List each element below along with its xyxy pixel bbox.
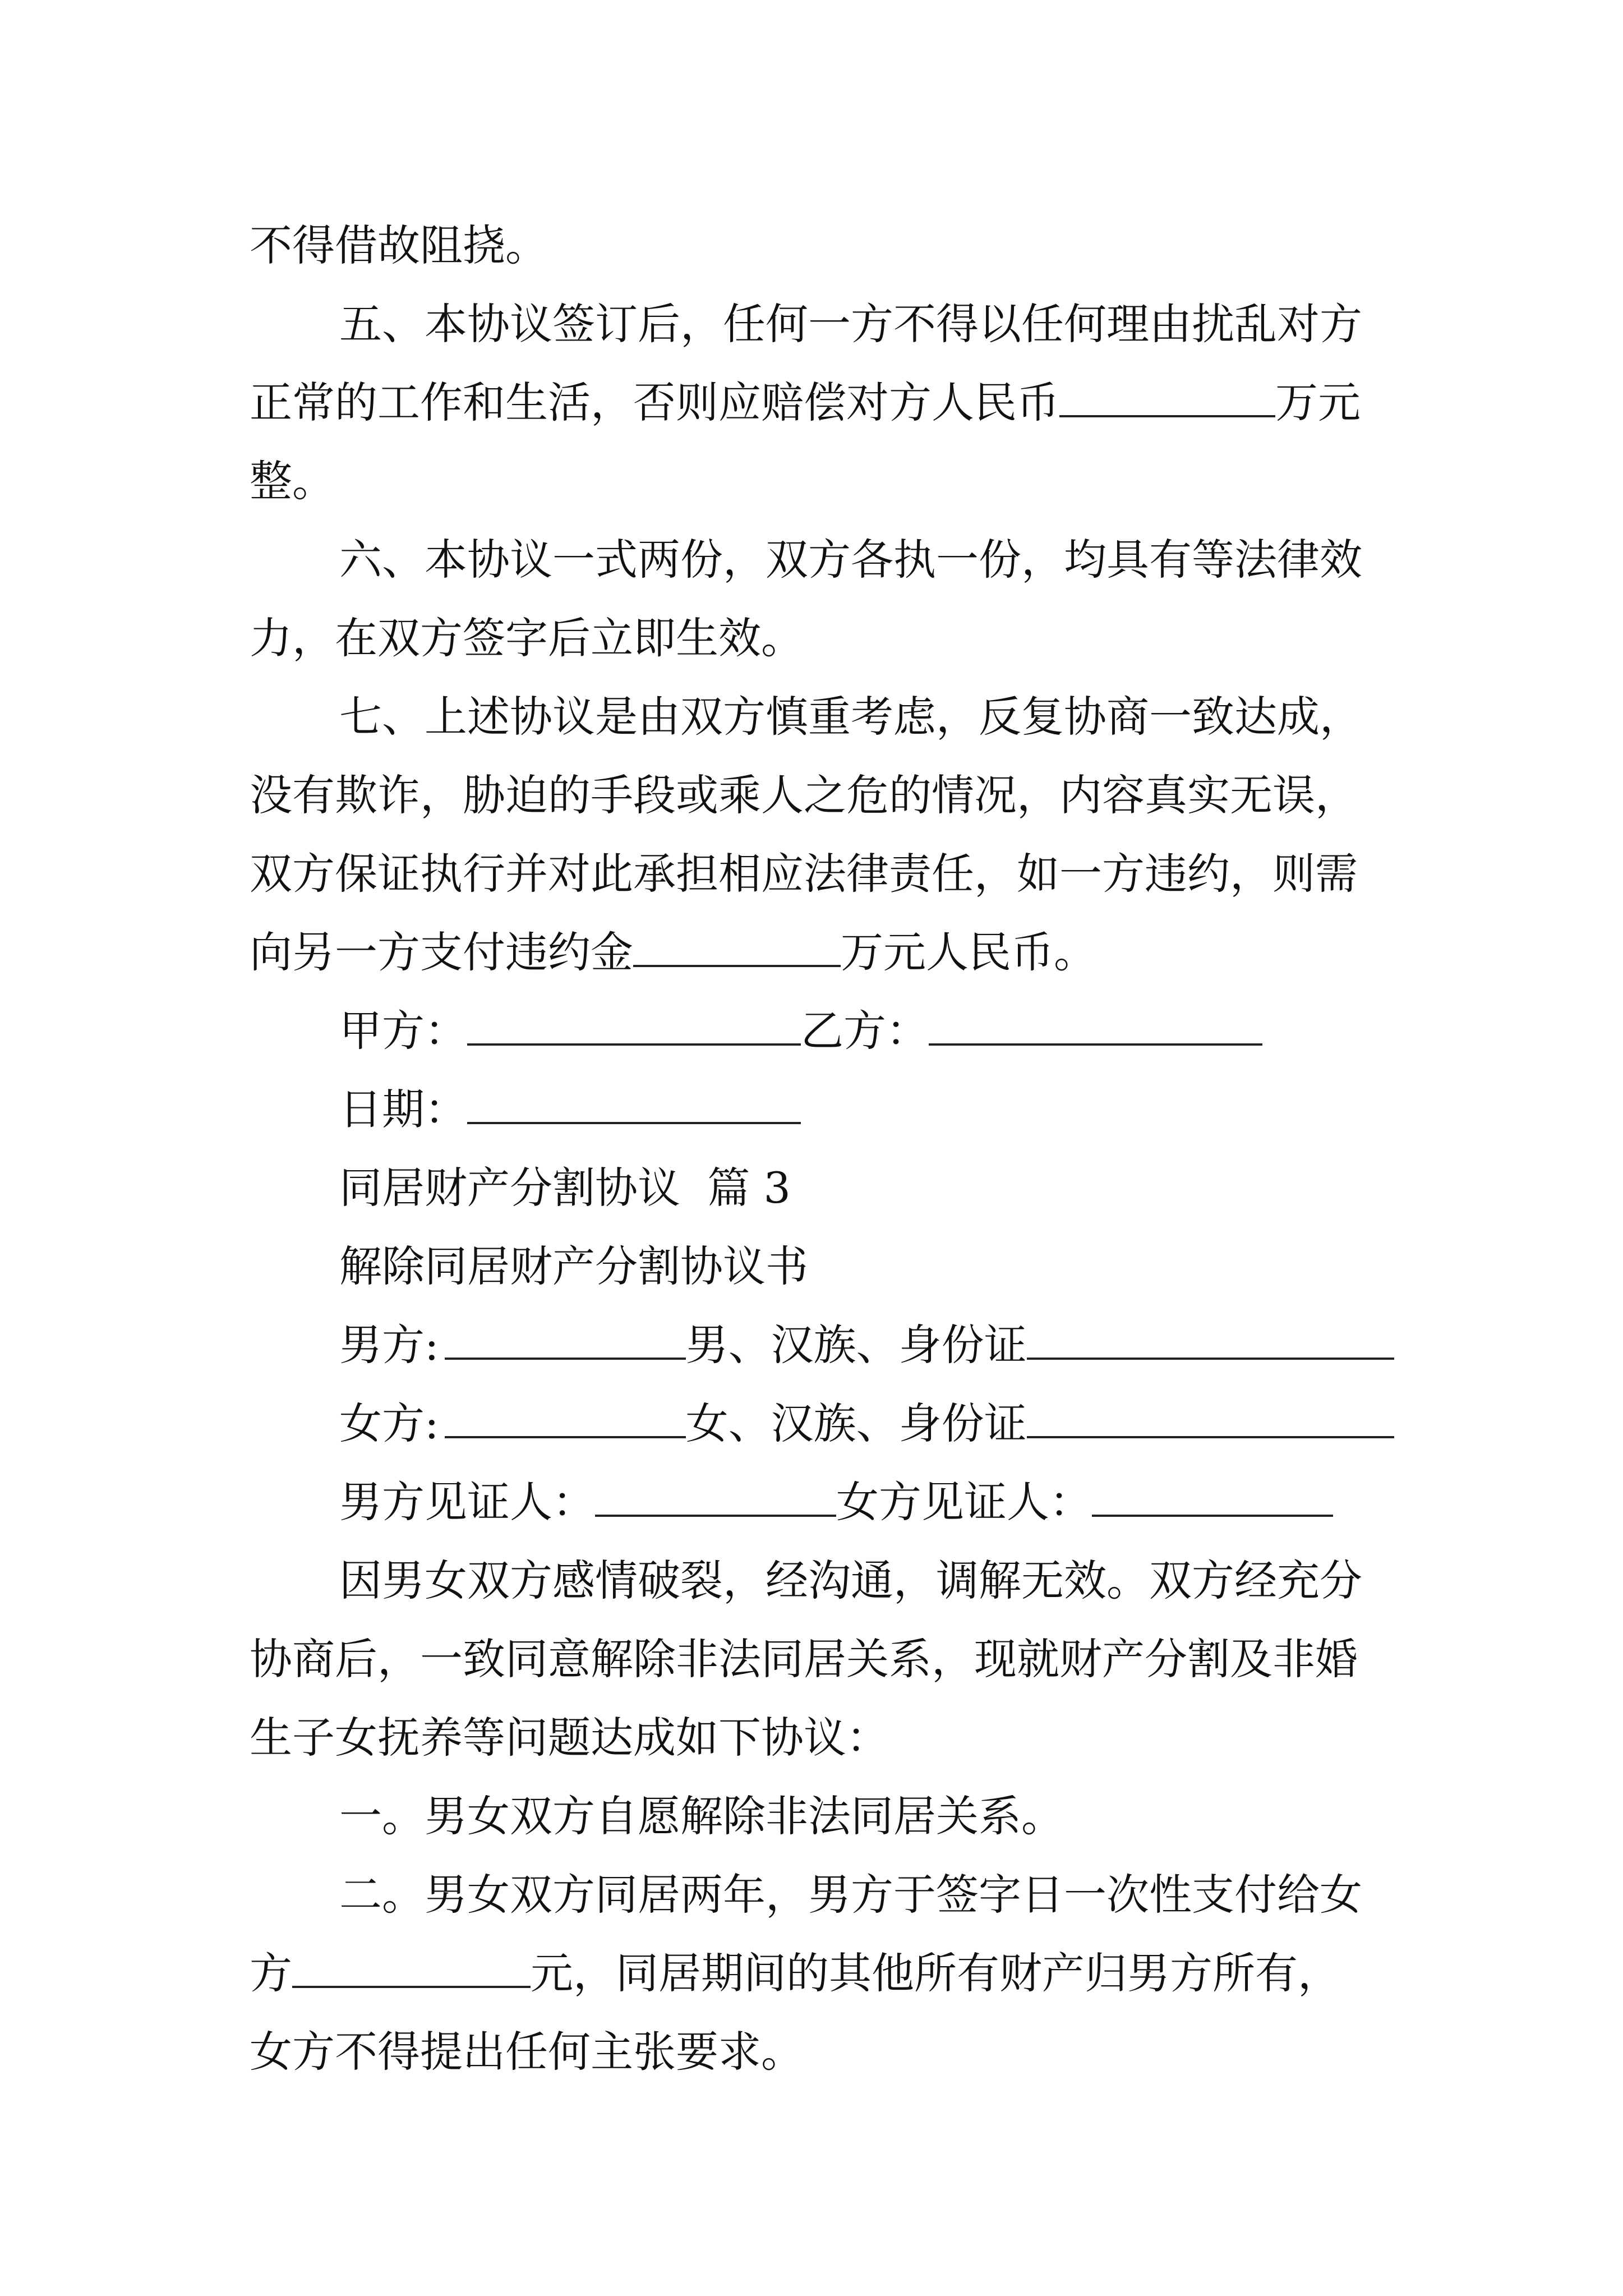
clause-two: [339, 1867, 1362, 1923]
party-a-signature-blank: [467, 1009, 801, 1046]
clause-five: [339, 296, 1362, 352]
text-line: [250, 1710, 889, 1766]
line-text: 五、本协议签订后，任何一方不得以任何理由扰乱对方: [339, 299, 1362, 349]
text-line: [250, 375, 1361, 431]
line-text: 生子女抚养等问题达成如下协议：: [250, 1713, 889, 1763]
party-a-label: 甲方：: [339, 1006, 467, 1056]
document-title: [339, 1239, 808, 1295]
line-text: 元，同居期间的其他所有财产归男方所有，: [531, 1948, 1340, 1998]
male-party-line: [339, 1317, 1394, 1373]
text-line: [250, 453, 335, 509]
line-text: 女方不得提出任何主张要求。: [250, 2027, 804, 2077]
line-text: 不得借故阻挠。: [250, 220, 548, 270]
line-text: 万元: [1275, 378, 1361, 427]
line-text: 七、上述协议是由双方慎重考虑，反复协商一致达成，: [339, 692, 1362, 742]
witness-line: [339, 1474, 1333, 1530]
party-b-signature-blank: [929, 1009, 1262, 1046]
text-line: [250, 2024, 804, 2080]
text-line: [250, 924, 1096, 981]
line-text: 方: [250, 1948, 292, 1998]
date-line: [339, 1082, 801, 1138]
clause-one: [339, 1788, 1064, 1844]
signature-line: [339, 1003, 1262, 1059]
female-party-line: [339, 1396, 1394, 1452]
payment-amount-blank: [292, 1951, 531, 1988]
line-text: 协商后，一致同意解除非法同居关系，现就财产分割及非婚: [250, 1634, 1358, 1684]
section-heading: [339, 1160, 791, 1216]
female-witness-label: 女方见证人：: [836, 1477, 1092, 1527]
female-info: 女、汉族、身份证: [685, 1398, 1027, 1448]
date-blank: [467, 1087, 801, 1124]
text-line: [250, 1631, 1358, 1687]
female-id-blank: [1027, 1401, 1394, 1438]
male-witness-blank: [595, 1480, 836, 1517]
title-text: 解除同居财产分割协议书: [339, 1241, 808, 1291]
penalty-amount-blank: [633, 930, 841, 967]
line-text: 正常的工作和生活，否则应赔偿对方人民币: [250, 378, 1059, 427]
line-text: 二。男女双方同居两年，男方于签字日一次性支付给女: [339, 1870, 1362, 1920]
text-line: [250, 846, 1358, 902]
male-witness-label: 男方见证人：: [339, 1477, 595, 1527]
text-line: [250, 1945, 1340, 2001]
compensation-amount-blank: [1059, 380, 1275, 417]
line-text: 一。男女双方自愿解除非法同居关系。: [339, 1791, 1064, 1841]
clause-six: [339, 532, 1362, 588]
clause-seven: [339, 689, 1362, 745]
line-text: 因男女双方感情破裂，经沟通，调解无效。双方经充分: [339, 1556, 1362, 1605]
male-name-blank: [445, 1323, 686, 1360]
text-line: [250, 218, 548, 274]
preamble: [339, 1553, 1362, 1609]
text-line: [250, 767, 1358, 823]
male-info: 男、汉族、身份证: [685, 1320, 1027, 1370]
female-label: 女方:: [339, 1398, 439, 1448]
female-witness-blank: [1092, 1480, 1333, 1517]
male-label: 男方:: [339, 1320, 439, 1370]
line-text: 整。: [250, 456, 335, 506]
date-label: 日期：: [339, 1084, 467, 1134]
text-line: [250, 610, 804, 666]
female-name-blank: [445, 1401, 686, 1438]
heading-text: 同居财产分割协议 篇 3: [339, 1163, 791, 1213]
line-text: 万元人民币。: [841, 927, 1096, 977]
male-id-blank: [1027, 1323, 1394, 1360]
party-b-label: 乙方：: [801, 1006, 929, 1056]
line-text: 没有欺诈，胁迫的手段或乘人之危的情况，内容真实无误，: [250, 770, 1358, 820]
line-text: 双方保证执行并对此承担相应法律责任，如一方违约，则需: [250, 849, 1358, 899]
line-text: 向另一方支付违约金: [250, 927, 633, 977]
line-text: 六、本协议一式两份，双方各执一份，均具有等法律效: [339, 535, 1362, 585]
line-text: 力，在双方签字后立即生效。: [250, 613, 804, 663]
